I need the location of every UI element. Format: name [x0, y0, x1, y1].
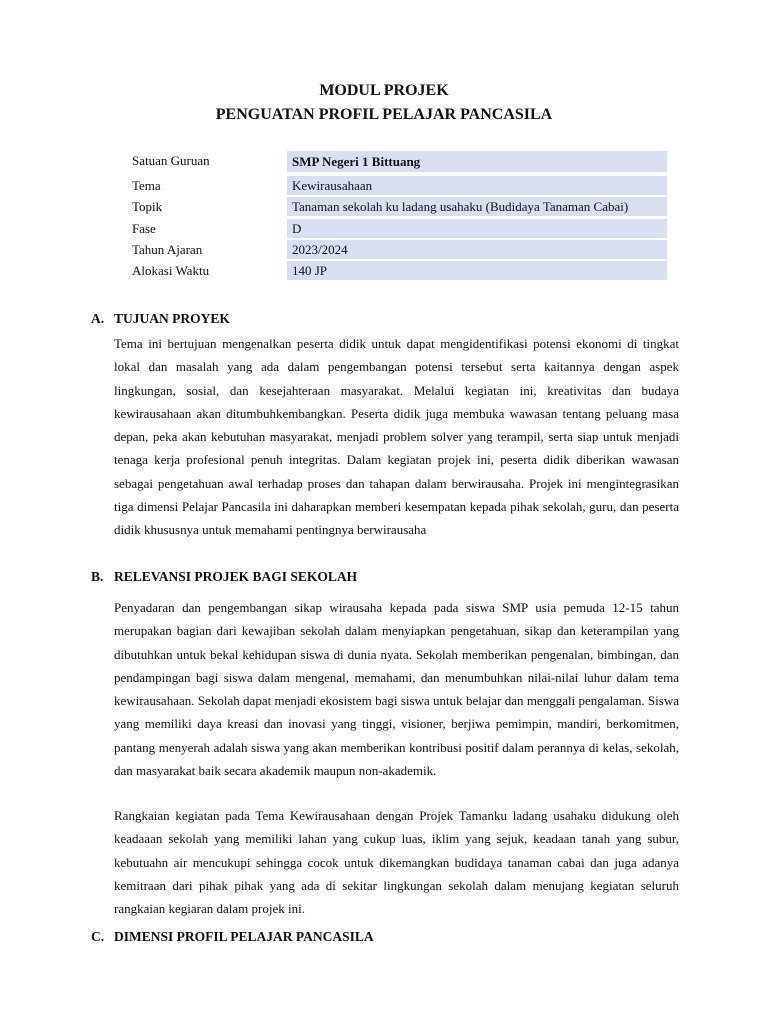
- section-letter: B.: [91, 569, 104, 584]
- info-label: Fase: [132, 221, 156, 236]
- section-b-paragraph-2: Rangkaian kegiatan pada Tema Kewirausahaan dengan Projek Tamanku ladang usahaku didukung oleh keadaaan sekolah yang memiliki lahan yang cukup luas, iklim yang sejuk, keadaan tanah yang subur, kebutuahn air mencukupi sehingga cocok untuk dikemangkan budidaya tanaman cabai dan juga adanya kemitraan dari pihak pihak yang ada di sekitar lingkungan sekolah dalam menujang kegiatan seluruh rangkaian kegiaran dalam projek ini.: [114, 808, 679, 917]
- info-label: Tahun Ajaran: [132, 242, 203, 257]
- section-letter: A.: [91, 311, 105, 326]
- info-value: D: [287, 219, 667, 238]
- info-row-tema: [132, 176, 668, 195]
- document-subtitle: PENGUATAN PROFIL PELAJAR PANCASILA: [215, 106, 553, 123]
- info-label: Topik: [132, 199, 163, 214]
- info-value: 140 JP: [287, 261, 667, 280]
- info-row-fase: [132, 219, 668, 238]
- section-title: RELEVANSI PROJEK BAGI SEKOLAH: [114, 569, 358, 584]
- section-heading-a: [91, 310, 230, 328]
- info-row-satuan: [132, 151, 668, 170]
- info-label: Tema: [132, 178, 161, 193]
- section-letter: C.: [91, 929, 105, 944]
- section-a-paragraph: Tema ini bertujuan mengenalkan peserta didik untuk dapat mengidentifikasi potensi ekonomi di tingkat lokal dan masalah yang ada dalam pengembangan potensi tersebut serta kaitannya dengan aspek lingkungan, sosial, dan kesejahteraan masyarakat. Melalui kegiatan ini, kreativitas dan budaya kewirausahaan akan ditumbuhkembangkan. Peserta didik juga membuka wawasan tentang peluang masa depan, peka akan kebutuhan masyarakat, menjadi problem solver yang terampil, serta siap untuk menjadi tenaga kerja profesional penuh integritas. Dalam kegiatan projek ini, peserta didik diberikan wawasan sebagai pengetahuan awal terhadap proses dan tahapan dalam berwirausaha. Projek ini mengintegrasikan tiga dimensi Pelajar Pancasila ini daharapkan memberi kesempatan kepada pihak sekolah, guru, dan peserta didik khususnya untuk memahami pentingnya berwirausaha: [114, 336, 679, 538]
- section-title: DIMENSI PROFIL PELAJAR PANCASILA: [114, 929, 374, 944]
- info-row-tahun-ajaran: [132, 240, 668, 259]
- section-heading-c: [91, 928, 374, 946]
- info-row-alokasi-waktu: [132, 261, 668, 280]
- section-b-paragraph-1: Penyadaran dan pengembangan sikap wirausaha kepada pada siswa SMP usia pemuda 12-15 tahun merupakan bagian dari kewajiban sekolah dalam menyiapkan pengetahuan, sikap dan keterampilan yang dibutuhkan untuk bekal kehidupan siswa di dunia nyata. Sekolah memberikan pengenalan, bimbingan, dan pendampingan bagi siswa dalam mengenal, memahami, dan menumbuhkan nilai-nilai luhur dalam tema kewirausahaan. Sekolah dapat menjadi ekosistem bagi siswa untuk belajar dan menggali pengalaman. Siswa yang memiliki daya kreasi dan inovasi yang tinggi, visioner, berjiwa pemimpin, mandiri, berkomitmen, pantang menyerah adalah siswa yang akan memberikan kontribusi positif dalam perannya di kelas, sekolah, dan masyarakat baik secara akademik maupun non-akademik.: [114, 600, 679, 779]
- info-label: Satuan Guruan: [132, 153, 210, 168]
- info-value: Kewirausahaan: [287, 176, 667, 195]
- info-value: 2023/2024: [287, 240, 667, 259]
- section-title: TUJUAN PROYEK: [114, 311, 230, 326]
- info-value: Tanaman sekolah ku ladang usahaku (Budidaya Tanaman Cabai): [287, 197, 667, 216]
- section-heading-b: [91, 568, 357, 586]
- document-title: MODUL PROJEK: [319, 82, 449, 99]
- info-row-topik: [132, 197, 668, 216]
- info-value: SMP Negeri 1 Bittuang: [287, 151, 667, 172]
- info-label: Alokasi Waktu: [132, 263, 210, 278]
